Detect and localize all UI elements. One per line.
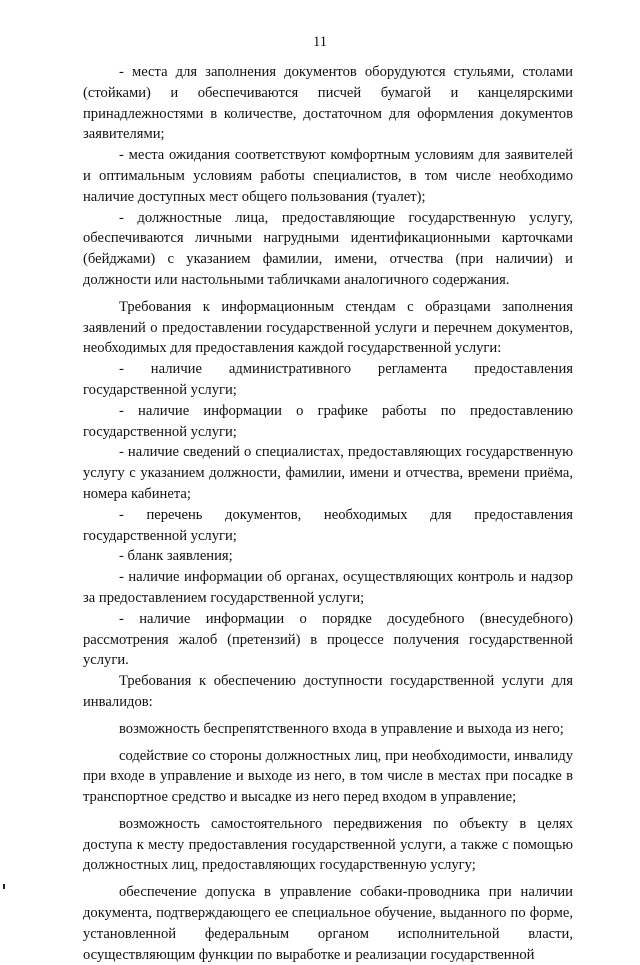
paragraph-guide-dog-admission: обеспечение допуска в управление собаки-проводника при наличии документа, подтверждающего ее специальное обучение, выданного по форме, установленной федеральным органом исполнительной власти, осуществляющим функции по выработке и реализации государственной [83,884,573,963]
paragraph-document-filling-places: - места для заполнения документов оборудуются стульями, столами (стойками) и обеспечиваются писчей бумагой и канцелярскими принадлежностями в количестве, достаточном для оформления документов заявителями; [83,64,573,143]
paragraph-independent-movement: возможность самостоятельного передвижения по объекту в целях доступа к месту предоставления государственной услуги, а также с помощью должностных лиц, предоставляющих государственную услугу; [83,815,573,874]
paragraph-free-entry: возможность беспрепятственного входа в управление и выхода из него; [119,720,564,737]
page-number: 11 [313,34,327,50]
paragraph-officials-assistance: содействие со стороны должностных лиц, при необходимости, инвалиду при входе в управление и выходе из него, в том числе в местах при посадке в транспортное средство и высадке из него перед входом в управление; [83,747,573,806]
list-item-regulation: - наличие административного регламента предоставления государственной услуги; [83,361,573,398]
list-item-control-bodies: - наличие информации об органах, осуществляющих контроль и надзор за предоставлением государственной услуги; [83,569,573,606]
scan-artifact-mark [3,884,5,889]
document-body [83,62,573,965]
paragraph-officials-badges: - должностные лица, предоставляющие государственную услугу, обеспечиваются личными нагрудными идентификационными карточками (бейджами) с указанием фамилии, имени, отчества (при наличии) и должности или настольными табличками аналогичного содержания. [83,209,573,288]
paragraph-waiting-places: - места ожидания соответствуют комфортным условиям для заявителей и оптимальным условиям работы специалистов, в том числе необходимо наличие доступных мест общего пользования (туалет); [83,147,573,205]
list-item-documents-list: - перечень документов, необходимых для предоставления государственной услуги; [83,506,573,544]
list-item-work-schedule: - наличие информации о графике работы по предоставлению государственной услуги; [83,402,573,440]
paragraph-accessibility-requirements: Требования к обеспечению доступности государственной услуги для инвалидов: [83,673,573,710]
list-item-specialists-info: - наличие сведений о специалистах, предоставляющих государственную услугу с указанием должности, фамилии, имени и отчества, времени приёма, номера кабинета; [83,444,573,502]
list-item-complaints-procedure: - наличие информации о порядке досудебного (внесудебного) рассмотрения жалоб (претензий) в процессе получения государственной услуги. [83,610,573,669]
list-item-application-form: - бланк заявления; [119,548,233,565]
paragraph-info-stands-requirements: Требования к информационным стендам с образцами заполнения заявлений о предоставлении государственной услуги и перечнем документов, необходимых для предоставления каждой государственной услуги: [83,298,573,357]
